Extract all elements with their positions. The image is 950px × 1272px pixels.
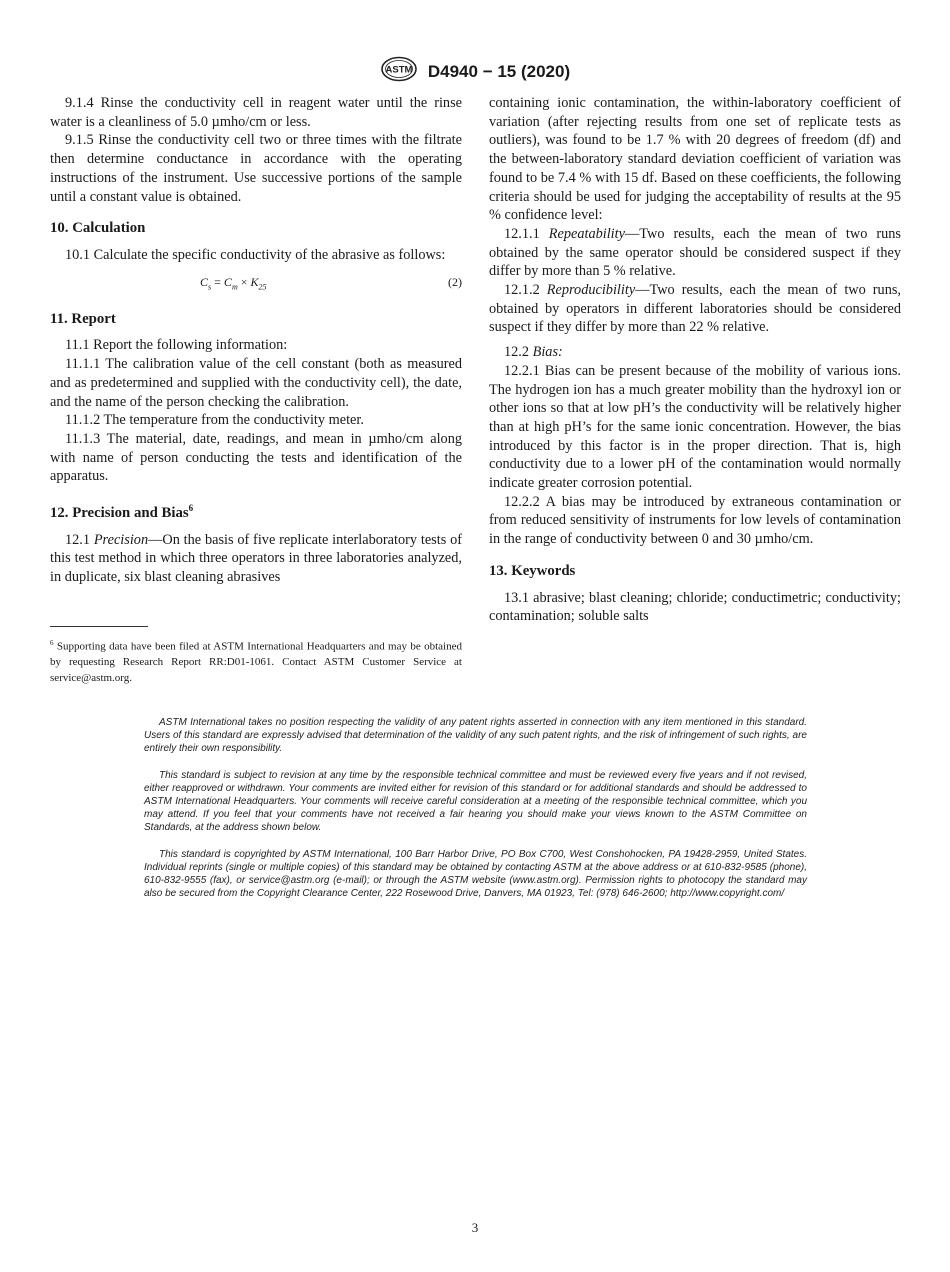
page-number: 3 xyxy=(471,1220,479,1235)
page-header xyxy=(0,56,950,87)
equation-2 xyxy=(50,273,462,297)
astm-logo xyxy=(380,56,418,87)
patent-notice: ASTM International takes no position respecting the validity of any patent rights asserted in connection with any item mentioned in this standard. Users of this standard are expressly advised that determination of the validity of any such patent rights, and the risk of infringement of such rights, are entirely their own responsibility. xyxy=(144,717,807,755)
heading-keywords: 13. Keywords xyxy=(489,562,576,579)
section-12-2-2: 12.2.2 A bias may be introduced by extraneous contamination or from reduced sensitivity of instruments for low levels of contamination in the range of conductivity between 0 and 30 µmho/cm. xyxy=(489,493,901,548)
footnote-rule xyxy=(50,626,148,627)
equation-formula: $C_s = C_m \times K_{25}$ xyxy=(200,274,267,292)
section-12-2: 12.2 Bias: xyxy=(504,344,563,361)
standard-designation: D4940 − 15 (2020) xyxy=(427,61,571,81)
copyright-notice: This standard is copyrighted by ASTM International, 100 Barr Harbor Drive, PO Box C700, West Conshohocken, PA 19428-2959, United States. Individual reprints (single or multiple copies) of this standard may be obtained by contacting ASTM at the above address or at 610-832-9585 (phone), 610-832-9555 (fax), or service@astm.org (e-mail); or through the ASTM website (www.astm.org). Permission rights to photocopy the standard may also be secured from the Copyright Clearance Center, 222 Rosewood Drive, Danvers, MA 01923, Tel: (978) 646-2600; http://www.copyright.com/ xyxy=(144,848,807,900)
heading-calculation: 10. Calculation xyxy=(50,220,146,237)
left-column xyxy=(50,94,462,587)
section-12-1-1: 12.1.1 Repeatability—Two results, each the mean of two runs obtained by the same operator should be considered suspect if they differ by more than 5 % relative. xyxy=(489,225,901,280)
equation-number: (2) xyxy=(448,274,462,289)
section-11-1-2: 11.1.2 The temperature from the conductivity meter. xyxy=(65,412,364,429)
section-13-1: 13.1 abrasive; blast cleaning; chloride; conductimetric; conductivity; contamination; soluble salts xyxy=(489,589,901,625)
svg-text:ASTM: ASTM xyxy=(385,64,413,76)
right-column xyxy=(489,94,901,626)
section-11-1-3: 11.1.3 The material, date, readings, and mean in µmho/cm along with name of person conducting the tests and identification of the apparatus. xyxy=(50,430,462,485)
heading-report: 11. Report xyxy=(50,310,116,327)
footnote-6: $^6$ Supporting data have been filed at ASTM International Headquarters and may be obtained by requesting Research Report RR:D01-1061. Contact ASTM Customer Service at service@astm.org. xyxy=(50,639,462,684)
section-9-1-5: 9.1.5 Rinse the conductivity cell two or three times with the filtrate then determine conductance in accordance with the operating instructions of the instrument. Use successive portions of the sample until a constant value is obtained. xyxy=(50,132,462,205)
section-9-1-4: 9.1.4 Rinse the conductivity cell in reagent water until the rinse water is a cleanliness of 5.0 µmho/cm or less. xyxy=(50,95,462,130)
section-11-1: 11.1 Report the following information: xyxy=(65,337,288,354)
section-12-1-2: 12.1.2 Reproducibility—Two results, each the mean of two runs, obtained by operators in different laboratories should be considered suspect if they differ by more than 22 % relative. xyxy=(489,282,901,336)
section-10-1: 10.1 Calculate the specific conductivity of the abrasive as follows: xyxy=(65,246,446,263)
section-11-1-1: 11.1.1 The calibration value of the cell constant (both as measured and as predetermined and supplied with the conductivity cell), the date, and the name of the person checking the calibration. xyxy=(50,356,462,410)
heading-precision-bias: 12. Precision and Bias$^6$ xyxy=(50,503,194,521)
section-12-1-continued: containing ionic contamination, the within-laboratory coefficient of variation (after rejecting results from one set of replicate tests as outliers), was found to be 1.7 % with 20 degrees of freedom (df) and the between-laboratory standard deviation coefficient of variation was found to be 7.4 % with 15 df. Based on these coefficients, the following criteria should be used for judging the acceptability of results at the 95 % confidence level: xyxy=(489,95,901,224)
footnote-ref: 6 xyxy=(188,503,194,514)
revision-notice: This standard is subject to revision at any time by the responsible technical committee and must be reviewed every five years and if not revised, either reapproved or withdrawn. Your comments are invited either for revision of this standard or for additional standards and should be addressed to ASTM International Headquarters. Your comments will receive careful consideration at a meeting of the responsible technical committee, which you may attend. If you feel that your comments have not received a fair hearing you should make your views known to the ASTM Committee on Standards, at the address shown below. xyxy=(144,769,807,834)
astm-notices xyxy=(144,716,807,913)
section-12-2-1: 12.2.1 Bias can be present because of the mobility of various ions. The hydrogen ion has a much greater mobility than the hydroxyl ion or other ions so that at low pH’s the conductivity will be relatively higher than at high pH’s for the same ionic concentration. However, the bias introduced by this factor is in the proper direction. That is, high conductivity due to a lower pH of the contamination would normally indicate greater corrosion potential. xyxy=(489,362,901,492)
section-12-1: 12.1 Precision—On the basis of five replicate interlaboratory tests of this test method in which three operators in three laboratories analyzed, in duplicate, six blast cleaning abrasives xyxy=(50,531,463,586)
